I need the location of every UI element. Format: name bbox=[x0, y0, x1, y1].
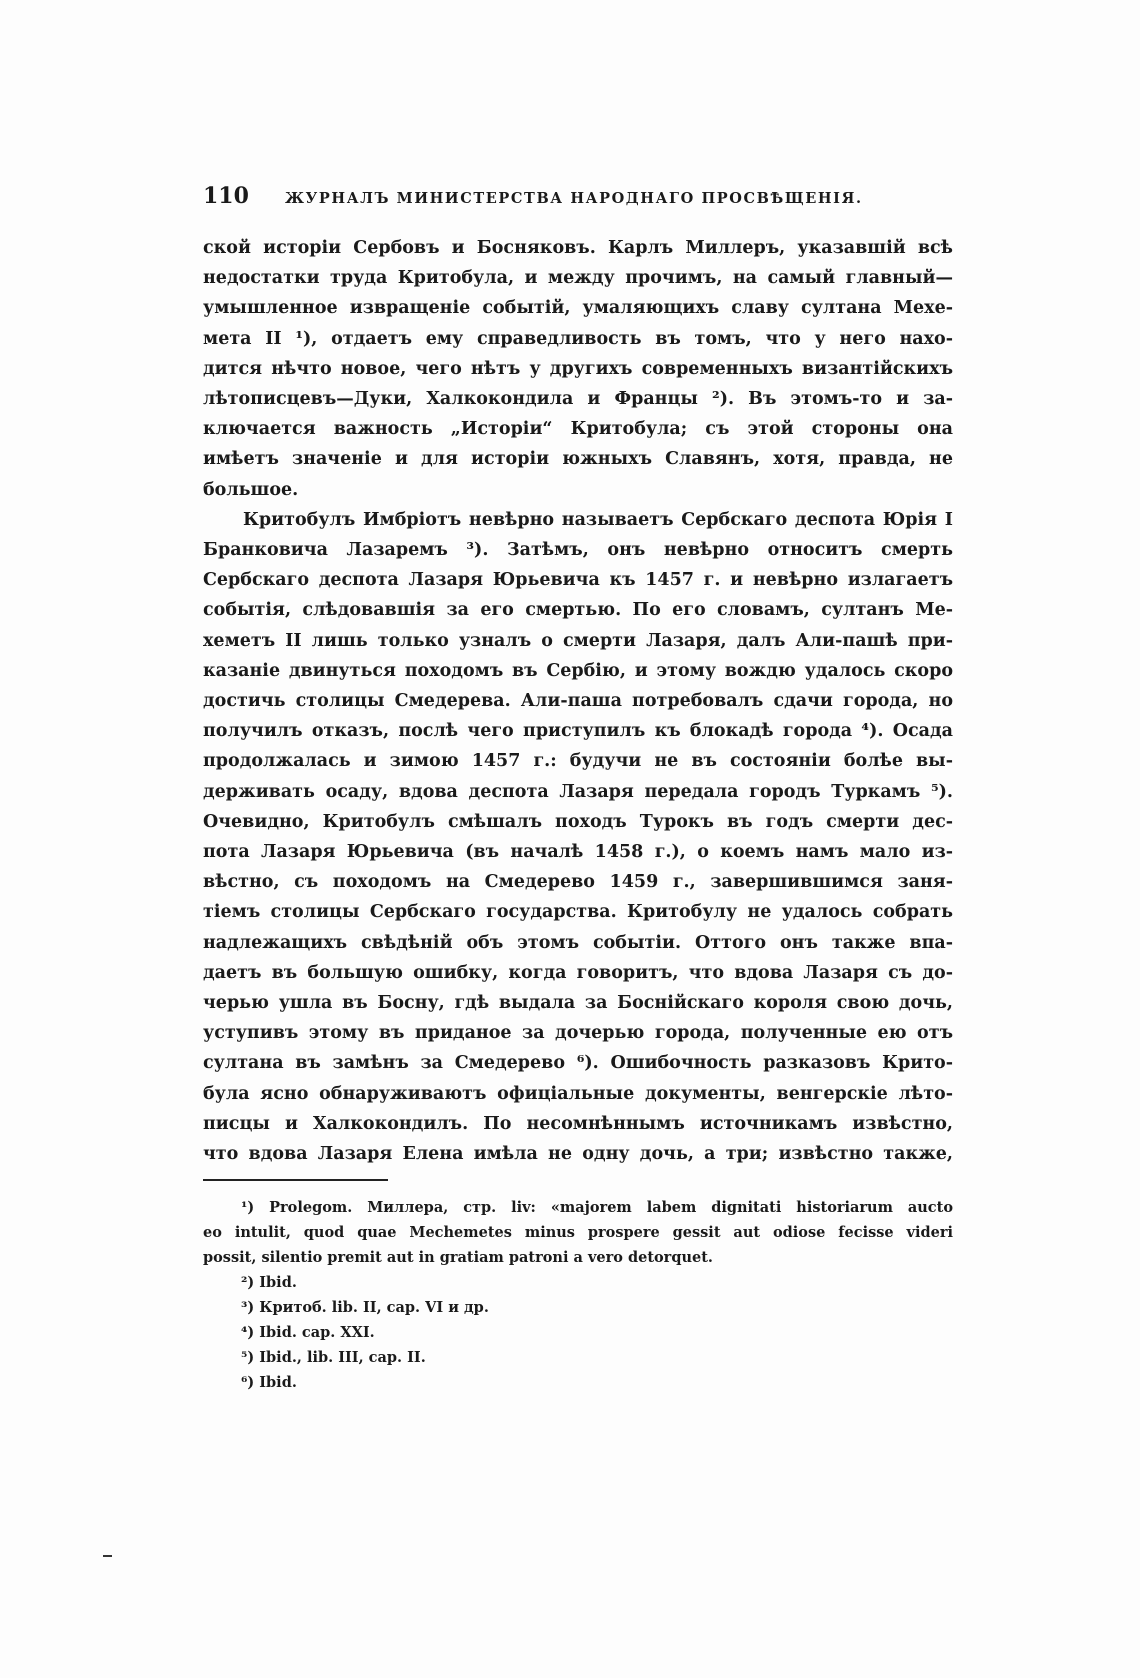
text-line: уступивъ этому въ приданое за дочерью города, полученные ею отъ bbox=[203, 1023, 953, 1044]
text-line: что вдова Лазаря Елена имѣла не одну дочь, а три; извѣстно также, bbox=[203, 1144, 953, 1165]
text-line: Бранковича Лазаремъ ³). Затѣмъ, онъ невѣрно относитъ смерть bbox=[203, 540, 953, 561]
text-line: недостатки труда Критобула, и между прочимъ, на самый главный— bbox=[203, 268, 953, 289]
text-line: умышленное извращеніе событій, умаляющихъ славу султана Мехе- bbox=[203, 298, 953, 319]
text-line: держивать осаду, вдова деспота Лазаря передала городъ Туркамъ ⁵). bbox=[203, 781, 953, 802]
text-line: казаніе двинуться походомъ въ Сербію, и этому вождю удалось скоро bbox=[203, 660, 953, 681]
running-title: ЖУРНАЛЪ МИНИСТЕРСТВА НАРОДНАГО ПРОСВѢЩЕНІЯ. bbox=[284, 190, 863, 207]
footnotes bbox=[203, 1195, 953, 1395]
footnote-4: ⁴) Ibid. cap. XXI. bbox=[241, 1324, 375, 1341]
page-number: 110 bbox=[203, 183, 249, 209]
text-line: писцы и Халкокондилъ. По несомнѣннымъ источникамъ извѣстно, bbox=[203, 1113, 953, 1134]
text-line: имѣетъ значеніе и для исторіи южныхъ Славянъ, хотя, правда, не bbox=[203, 449, 953, 470]
paragraph-1 bbox=[203, 233, 953, 505]
footnote-3: ³) Критоб. lib. II, cap. VI и др. bbox=[241, 1299, 489, 1316]
text-line: пота Лазаря Юрьевича (въ началѣ 1458 г.), о коемъ намъ мало из- bbox=[203, 842, 953, 863]
text-line: вѣстно, съ походомъ на Смедерево 1459 г., завершившимся заня- bbox=[203, 872, 953, 893]
footnote-5: ⁵) Ibid., lib. III, cap. II. bbox=[241, 1349, 426, 1366]
paragraph-2 bbox=[203, 505, 953, 1169]
footnote-1-line: ¹) Prolegom. Миллера, стр. liv: «majorem labem dignitati historiarum aucto bbox=[241, 1199, 953, 1216]
footnote-1-line: possit, silentio premit aut in gratiam patroni a vero detorquet. bbox=[203, 1249, 713, 1266]
text-line: продолжалась и зимою 1457 г.: будучи не въ состояніи болѣе вы- bbox=[203, 751, 953, 772]
text-line: хеметъ II лишь только узналъ о смерти Лазаря, далъ Али-пашѣ при- bbox=[203, 630, 953, 651]
text-line: ской исторіи Сербовъ и Босняковъ. Карлъ Миллеръ, указавшій всѣ bbox=[203, 238, 953, 258]
text-line: большое. bbox=[203, 479, 299, 500]
footnote-2: ²) Ibid. bbox=[241, 1274, 297, 1291]
text-line: була ясно обнаруживаютъ офиціальные документы, венгерскіе лѣто- bbox=[203, 1083, 953, 1104]
text-line: дится нѣчто новое, чего нѣтъ у другихъ современныхъ византійскихъ bbox=[203, 358, 953, 379]
footnote-6: ⁶) Ibid. bbox=[241, 1374, 297, 1391]
scan-mark bbox=[103, 1555, 112, 1557]
text-line: Критобулъ Имбріотъ невѣрно называетъ Сербскаго деспота Юрія I bbox=[243, 509, 953, 530]
text-line: получилъ отказъ, послѣ чего приступилъ къ блокадѣ города ⁴). Осада bbox=[203, 721, 953, 742]
page-header bbox=[203, 183, 953, 209]
text-line: даетъ въ большую ошибку, когда говоритъ, что вдова Лазаря съ до- bbox=[203, 962, 953, 983]
text-line: событія, слѣдовавшія за его смертью. По его словамъ, султанъ Ме- bbox=[203, 600, 953, 621]
text-line: мета II ¹), отдаетъ ему справедливость въ томъ, что у него нахо- bbox=[203, 328, 953, 349]
main-text bbox=[203, 233, 953, 1169]
footnote-divider bbox=[203, 1179, 388, 1181]
text-line: тіемъ столицы Сербскаго государства. Критобулу не удалось собрать bbox=[203, 902, 953, 923]
text-line: черью ушла въ Босну, гдѣ выдала за Боснійскаго короля свою дочь, bbox=[203, 993, 953, 1014]
text-line: Очевидно, Критобулъ смѣшалъ походъ Турокъ въ годъ смерти дес- bbox=[203, 811, 953, 832]
text-line: ключается важность „Исторіи“ Критобула; съ этой стороны она bbox=[203, 419, 953, 440]
text-line: султана въ замѣнъ за Смедерево ⁶). Ошибочность разказовъ Крито- bbox=[203, 1053, 953, 1074]
footnote-1-line: eo intulit, quod quae Mechemetes minus prospere gessit aut odiose fecisse videri bbox=[203, 1224, 953, 1241]
text-line: надлежащихъ свѣдѣній объ этомъ событіи. Оттого онъ также впа- bbox=[203, 932, 953, 953]
text-line: Сербскаго деспота Лазаря Юрьевича къ 1457 г. и невѣрно излагаетъ bbox=[203, 570, 953, 591]
text-line: достичь столицы Смедерева. Али-паша потребовалъ сдачи города, но bbox=[203, 691, 953, 712]
text-line: лѣтописцевъ—Дуки, Халкокондила и Францы ²). Въ этомъ-то и за- bbox=[203, 389, 953, 410]
